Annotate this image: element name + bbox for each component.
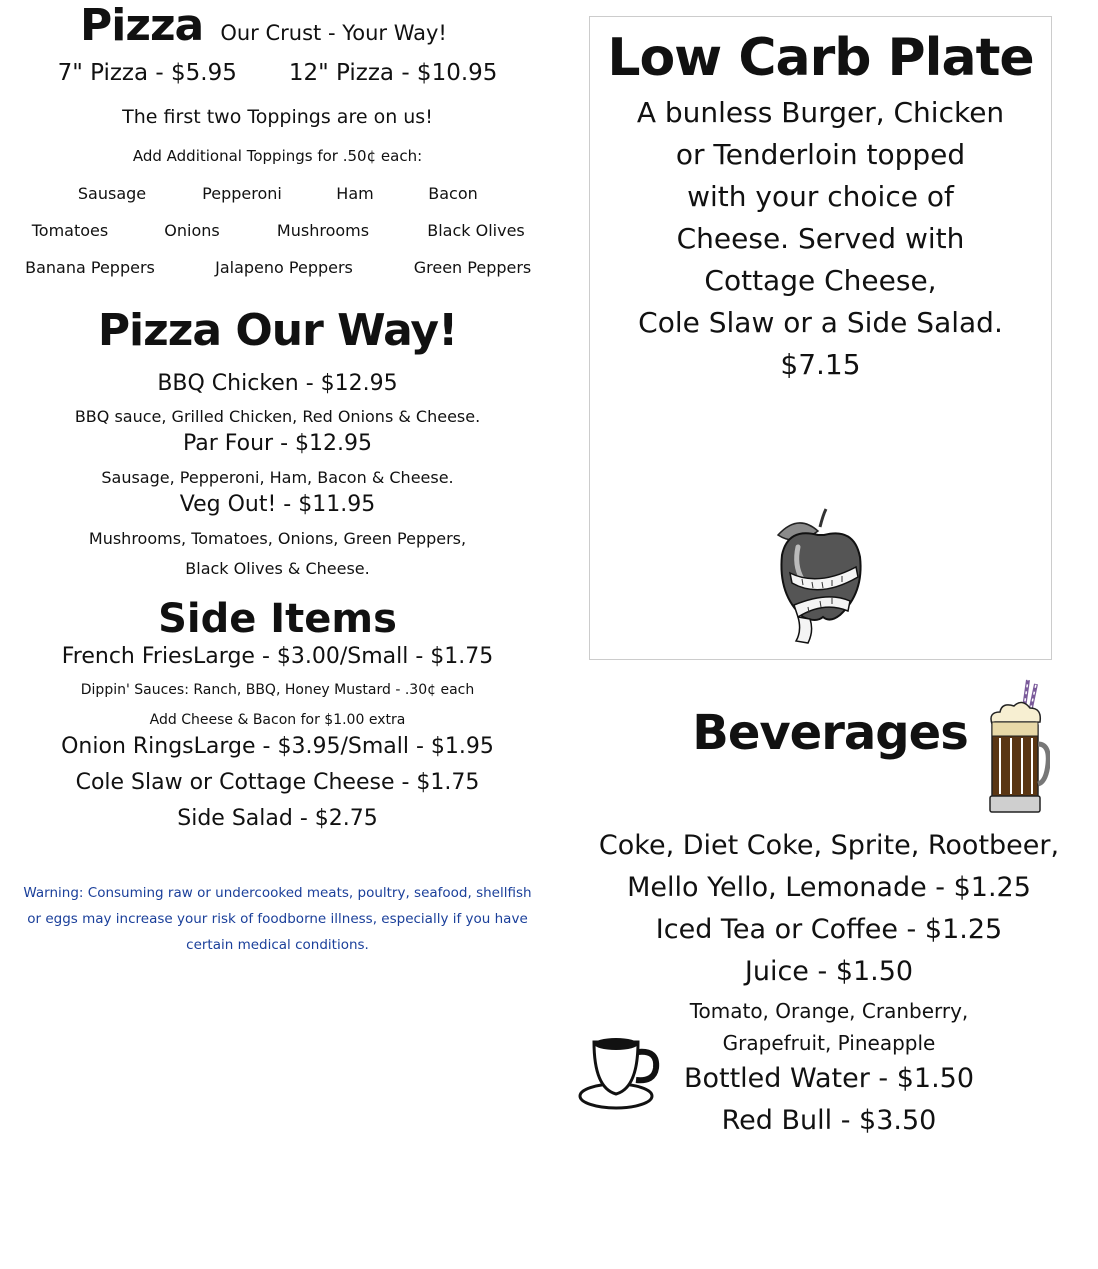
- additional-toppings-note: Add Additional Toppings for .50¢ each:: [132, 147, 423, 165]
- low-carb-price: $7.15: [780, 348, 861, 381]
- large-pizza-price: 12" Pizza - $10.95: [288, 60, 498, 86]
- onion-rings-price: Onion RingsLarge - $3.95/Small - $1.95: [61, 734, 494, 759]
- slaw-cottage-price: Cole Slaw or Cottage Cheese - $1.75: [75, 770, 480, 795]
- beverage-red-bull: Red Bull - $3.50: [721, 1105, 937, 1136]
- side-items-title: Side Items: [158, 596, 397, 642]
- low-carb-title: Low Carb Plate: [607, 28, 1034, 88]
- beverage-juice: Juice - $1.50: [744, 956, 914, 987]
- specialty-pizza-desc: Black Olives & Cheese.: [185, 559, 370, 578]
- topping-item: Mushrooms: [276, 221, 370, 240]
- topping-item: Black Olives: [427, 221, 525, 240]
- apple-measuring-tape-icon: [768, 505, 868, 645]
- juice-flavors: Tomato, Orange, Cranberry,: [689, 999, 969, 1023]
- cheese-bacon-addon: Add Cheese & Bacon for $1.00 extra: [149, 712, 406, 728]
- topping-item: Tomatoes: [31, 221, 109, 240]
- dipping-sauces: Dippin' Sauces: Ranch, BBQ, Honey Mustard - .30¢ each: [80, 682, 475, 698]
- beverage-tea-coffee: Iced Tea or Coffee - $1.25: [655, 914, 1003, 945]
- low-carb-line: with your choice of: [687, 180, 954, 213]
- beverage-soda-list: Coke, Diet Coke, Sprite, Rootbeer,: [598, 830, 1060, 861]
- specialty-pizza-desc: Mushrooms, Tomatoes, Onions, Green Peppers,: [88, 529, 467, 548]
- coffee-cup-icon: [578, 1030, 662, 1114]
- free-toppings-note: The first two Toppings are on us!: [122, 106, 433, 128]
- low-carb-line: Cheese. Served with: [676, 222, 965, 255]
- side-salad-price: Side Salad - $2.75: [177, 806, 378, 831]
- low-carb-line: Cole Slaw or a Side Salad.: [638, 306, 1003, 339]
- topping-item: Sausage: [77, 184, 147, 203]
- topping-item: Bacon: [428, 184, 478, 203]
- juice-flavors: Grapefruit, Pineapple: [722, 1031, 936, 1055]
- low-carb-line: Cottage Cheese,: [704, 264, 937, 297]
- pizza-our-way-title: Pizza Our Way!: [97, 305, 458, 356]
- specialty-pizza-name: Veg Out! - $11.95: [179, 492, 376, 517]
- pizza-prices: [0, 60, 555, 86]
- specialty-pizza-name: BBQ Chicken - $12.95: [157, 371, 398, 396]
- specialty-pizza-name: Par Four - $12.95: [182, 431, 373, 456]
- beverage-water: Bottled Water - $1.50: [683, 1063, 975, 1094]
- fries-price: French FriesLarge - $3.00/Small - $1.75: [61, 644, 494, 669]
- small-pizza-price: 7" Pizza - $5.95: [57, 60, 237, 86]
- topping-item: Ham: [336, 184, 374, 203]
- topping-item: Onions: [164, 221, 220, 240]
- specialty-pizza-desc: BBQ sauce, Grilled Chicken, Red Onions & Cheese.: [74, 407, 481, 426]
- topping-item: Jalapeno Peppers: [215, 258, 353, 277]
- pizza-title: Pizza: [80, 0, 204, 51]
- rootbeer-float-mug-icon: [984, 678, 1050, 814]
- pizza-header: [80, 0, 540, 52]
- food-safety-warning: Warning: Consuming raw or undercooked meats, poultry, seafood, shellfish or eggs may increase your risk of foodborne illness, especially if you have certain medical conditions.: [23, 885, 532, 953]
- topping-item: Banana Peppers: [25, 258, 155, 277]
- topping-item: Green Peppers: [413, 258, 532, 277]
- beverage-soda-price: Mello Yello, Lemonade - $1.25: [627, 872, 1031, 903]
- specialty-pizza-desc: Sausage, Pepperoni, Ham, Bacon & Cheese.: [101, 468, 454, 487]
- low-carb-line: A bunless Burger, Chicken: [636, 96, 1005, 129]
- topping-item: Pepperoni: [202, 184, 282, 203]
- beverages-title: Beverages: [692, 705, 968, 761]
- pizza-tagline: Our Crust - Your Way!: [220, 21, 447, 45]
- low-carb-line: or Tenderloin topped: [675, 138, 966, 171]
